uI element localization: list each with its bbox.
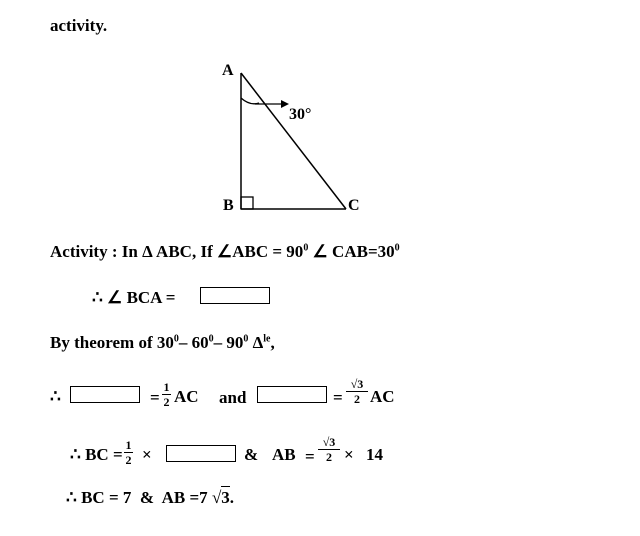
- times-sign: ×: [344, 445, 354, 464]
- period: .: [229, 488, 235, 507]
- degree-sup: 0: [394, 242, 400, 254]
- therefore-symbol: ∴: [70, 445, 81, 464]
- fraction-half: [162, 381, 171, 408]
- answer-box-bca[interactable]: [200, 287, 270, 304]
- side-ac: [241, 73, 346, 209]
- therefore-symbol: ∴: [66, 488, 77, 507]
- equals-sign: =: [333, 388, 343, 407]
- degree-sup: 0: [243, 333, 249, 345]
- ab-result: AB =7: [161, 488, 208, 507]
- fraction-denominator: 2: [163, 395, 170, 409]
- ampersand: &: [139, 488, 155, 507]
- result-line: [66, 489, 234, 506]
- fraction-root3-half: [318, 436, 340, 463]
- fraction-root3-half: [346, 378, 368, 405]
- fraction-numerator: 1: [163, 380, 170, 394]
- answer-box-ac[interactable]: [166, 445, 236, 462]
- step3-lhs: [70, 446, 123, 463]
- right-angle-mark: [241, 197, 253, 209]
- angle-cab: ∠ CAB=30: [312, 242, 395, 261]
- angle-abc: ∠ABC = 90: [216, 242, 304, 261]
- ampersand: &: [244, 445, 259, 464]
- fraction-denominator: 2: [326, 450, 332, 464]
- step1-line: [92, 289, 175, 306]
- angle-arrow-head: [281, 100, 289, 108]
- vertex-label-a: A: [222, 62, 234, 79]
- ab-label: AB: [272, 445, 296, 464]
- therefore-symbol: ∴: [50, 387, 61, 406]
- equals-sign: =: [305, 447, 315, 466]
- intro-text: activity.: [50, 16, 108, 35]
- vertex-label-c: C: [348, 197, 360, 214]
- fraction-denominator: 2: [125, 453, 132, 467]
- answer-box-ab[interactable]: [257, 386, 327, 403]
- theorem-comma: ,: [270, 333, 275, 352]
- theorem-prefix: By theorem of 30: [50, 333, 174, 352]
- activity-heading: Activity :: [50, 242, 118, 261]
- angle-arc: [241, 98, 259, 104]
- degree-sup: 0: [173, 333, 179, 345]
- fraction-numerator: √3: [322, 435, 336, 449]
- angle-bca-label: ∠ BCA =: [107, 288, 176, 307]
- equals-sign: =: [150, 388, 160, 407]
- and-label: and: [219, 388, 247, 407]
- therefore-symbol: ∴: [92, 288, 103, 307]
- fraction-denominator: 2: [354, 392, 360, 406]
- answer-box-bc[interactable]: [70, 386, 140, 403]
- theorem-mid1: – 60: [178, 333, 209, 352]
- value-fourteen: 14: [366, 445, 383, 464]
- sqrt-sign: √: [211, 488, 222, 507]
- fraction-numerator: 1: [125, 438, 132, 452]
- theorem-mid2: – 90: [213, 333, 244, 352]
- times-sign: ×: [142, 445, 152, 464]
- bc-equals-label: BC =: [85, 445, 123, 464]
- le-sup: le: [263, 333, 271, 345]
- activity-line: [50, 243, 400, 260]
- degree-sup: 0: [208, 333, 214, 345]
- degree-sup: 0: [303, 242, 309, 254]
- triangle-symbol: Δ: [248, 333, 264, 352]
- fraction-half: [124, 439, 133, 466]
- theorem-line: [50, 334, 275, 351]
- vertex-label-b: B: [223, 197, 234, 214]
- fraction-numerator: √3: [350, 377, 364, 391]
- angle-label: 30°: [289, 106, 312, 123]
- activity-prefix: In Δ ABC, If: [121, 242, 213, 261]
- ac-label: AC: [370, 387, 395, 406]
- bc-result: BC = 7: [81, 488, 132, 507]
- sqrt-value: 3: [221, 488, 230, 507]
- ac-label: AC: [174, 387, 199, 406]
